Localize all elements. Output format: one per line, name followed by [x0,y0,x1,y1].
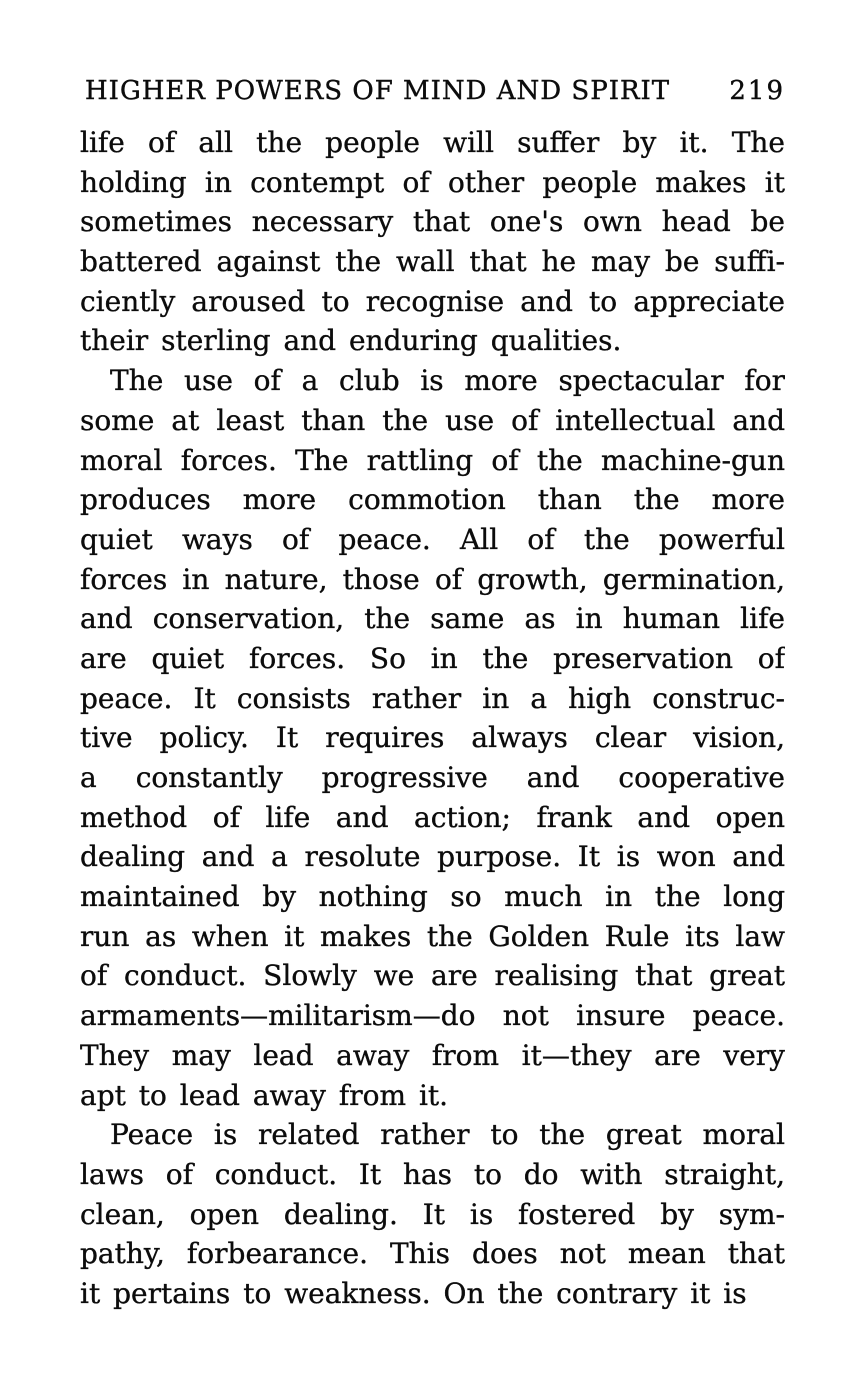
text-line: maintained by nothing so much in the long [80,880,785,914]
text-line: forces in nature, those of growth, germination, [80,562,785,596]
page-number: 219 [729,76,785,106]
text-line: some at least than the use of intellectual and [80,403,785,437]
text-line: run as when it makes the Golden Rule its law [80,919,785,953]
text-line: battered against the wall that he may be suffi- [80,245,785,279]
text-line: their sterling and enduring qualities. [80,324,622,358]
text-line: Peace is related rather to the great moral [110,1118,785,1152]
text-line: produces more commotion than the more [80,483,785,517]
text-line: dealing and a resolute purpose. It is won and [80,840,785,874]
text-line: laws of conduct. It has to do with straight, [80,1157,785,1191]
running-head-title: HIGHER POWERS OF MIND AND SPIRIT [85,76,671,106]
text-line: it pertains to weakness. On the contrary it is [80,1276,747,1310]
text-line: armaments—militarism—do not insure peace. [80,999,785,1033]
text-block [80,123,785,1314]
paragraph [80,1115,785,1313]
text-line: of conduct. Slowly we are realising that great [80,959,785,993]
text-line: life of all the people will suffer by it. The [80,126,785,159]
text-line: holding in contempt of other people makes it [80,165,785,199]
paragraph [80,123,785,361]
text-line: a constantly progressive and cooperative [80,761,785,794]
text-line: They may lead away from it—they are very [80,1038,785,1072]
text-line: clean, open dealing. It is fostered by sym- [80,1197,785,1231]
text-line: and conservation, the same as in human life [80,602,785,636]
text-line: sometimes necessary that one's own head be [80,205,785,239]
text-line: moral forces. The rattling of the machine-gun [80,443,785,477]
paragraph [80,361,785,1115]
running-head [85,76,785,106]
text-line: are quiet forces. So in the preservation of [80,641,785,675]
text-line: The use of a club is more spectacular for [110,364,785,398]
text-line: method of life and action; frank and open [80,800,785,834]
text-line: ciently aroused to recognise and to appreciate [80,284,785,318]
text-line: apt to lead away from it. [80,1078,449,1112]
text-line: peace. It consists rather in a high construc- [80,681,785,715]
text-line: tive policy. It requires always clear vision, [80,721,785,755]
text-line: pathy, forbearance. This does not mean that [80,1237,785,1271]
text-line: quiet ways of peace. All of the powerful [80,522,785,556]
